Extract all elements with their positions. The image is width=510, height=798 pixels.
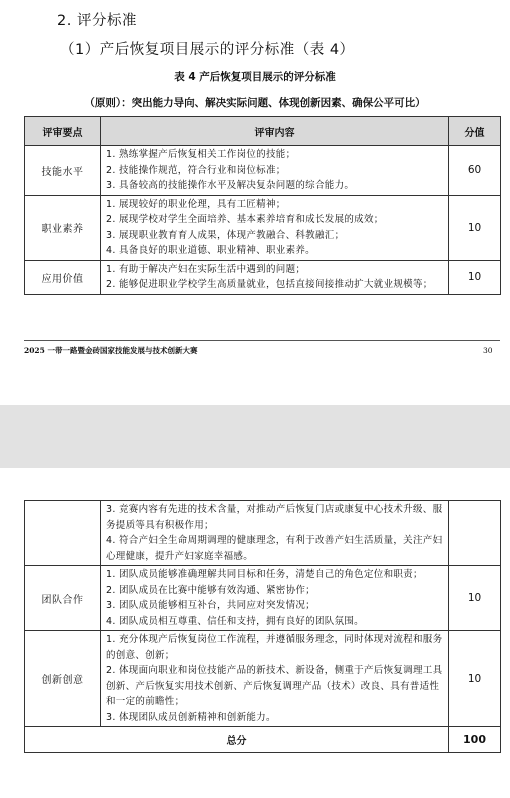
criteria-cell bbox=[25, 501, 101, 566]
content-line: 4. 符合产妇全生命周期调理的健康理念，有利于改善产妇生活质量，关注产妇心理健康，提升产妇家庭幸福感。 bbox=[106, 535, 443, 562]
document-page-2 bbox=[0, 468, 510, 798]
criteria-cell: 创新创意 bbox=[25, 631, 101, 727]
criteria-cell: 应用价值 bbox=[25, 260, 101, 294]
header-score: 分值 bbox=[449, 117, 501, 146]
table-row bbox=[25, 146, 501, 196]
content-line: 3. 竞赛内容有先进的技术含量，对推动产后恢复门店或康复中心技术升级、服务提质等具有积极作用； bbox=[106, 504, 443, 531]
table-principle: （原则）：突出能力导向、解决实际问题、体现创新因素、确保公平可比） bbox=[84, 97, 426, 109]
total-score: 100 bbox=[449, 727, 501, 753]
content-line: 3. 体现团队成员创新精神和创新能力。 bbox=[106, 711, 276, 723]
footer-competition-name: 2025 一带一路暨金砖国家技能发展与技术创新大赛 bbox=[24, 346, 198, 355]
content-line: 1. 充分体现产后恢复岗位工作流程，并遵循服务理念，同时体现对流程和服务的创意、创新； bbox=[106, 634, 443, 661]
content-line: 2. 体现面向职业和岗位技能产品的新技术、新设备，侧重于产后恢复调理工具创新、产后恢复实用技术创新、产后恢复调理产品（技术）改良、具有普适性和一定的前瞻性； bbox=[106, 665, 443, 707]
scoring-table-part-1 bbox=[24, 116, 501, 295]
page-separator bbox=[0, 405, 510, 468]
scoring-table-part-2 bbox=[24, 500, 501, 753]
content-line: 2. 能够促进职业学校学生高质量就业，包括直接间接推动扩大就业规模等； bbox=[106, 279, 433, 290]
footer-page-number: 30 bbox=[483, 346, 493, 355]
content-cell bbox=[101, 501, 449, 566]
table-header-row bbox=[25, 117, 501, 146]
content-cell bbox=[101, 260, 449, 294]
total-label: 总分 bbox=[25, 727, 449, 753]
table-row bbox=[25, 566, 501, 631]
score-cell: 10 bbox=[449, 566, 501, 631]
content-cell bbox=[101, 631, 449, 727]
table-row bbox=[25, 501, 501, 566]
content-line: 2. 技能操作规范，符合行业和岗位标准； bbox=[106, 164, 286, 176]
content-line: 4. 团队成员相互尊重、信任和支持，拥有良好的团队氛围。 bbox=[106, 615, 364, 627]
content-line: 3. 团队成员能够相互补台，共同应对突发情况； bbox=[106, 600, 315, 611]
table-row bbox=[25, 260, 501, 294]
footer-divider bbox=[24, 340, 500, 341]
content-cell bbox=[101, 146, 449, 196]
score-cell: 10 bbox=[449, 631, 501, 727]
subsection-heading: （1）产后恢复项目展示的评分标准（表 4） bbox=[60, 42, 355, 58]
content-line: 2. 展现学校对学生全面培养、基本素养培育和成长发展的成效； bbox=[106, 214, 384, 225]
content-line: 2. 团队成员在比赛中能够有效沟通、紧密协作； bbox=[106, 584, 315, 596]
score-cell: 60 bbox=[449, 146, 501, 196]
content-line: 3. 具备较高的技能操作水平及解决复杂问题的综合能力。 bbox=[106, 180, 355, 191]
content-cell bbox=[101, 195, 449, 260]
score-cell: 10 bbox=[449, 195, 501, 260]
criteria-cell: 团队合作 bbox=[25, 566, 101, 631]
content-cell bbox=[101, 566, 449, 631]
criteria-cell: 职业素养 bbox=[25, 195, 101, 260]
header-criteria: 评审要点 bbox=[25, 117, 101, 146]
header-content: 评审内容 bbox=[101, 117, 449, 146]
content-line: 4. 具备良好的职业道德、职业精神、职业素养。 bbox=[106, 245, 315, 256]
table-row bbox=[25, 195, 501, 260]
content-line: 3. 展现职业教育育人成果，体现产教融合、科教融汇； bbox=[106, 229, 345, 241]
score-cell bbox=[449, 501, 501, 566]
section-heading: 2. 评分标准 bbox=[57, 13, 137, 29]
table-title: 表 4 产后恢复项目展示的评分标准 bbox=[174, 71, 336, 83]
total-row bbox=[25, 727, 501, 753]
content-line: 1. 团队成员能够准确理解共同目标和任务，清楚自己的角色定位和职责； bbox=[106, 569, 423, 580]
criteria-cell: 技能水平 bbox=[25, 146, 101, 196]
content-line: 1. 熟练掌握产后恢复相关工作岗位的技能； bbox=[106, 149, 296, 160]
score-cell: 10 bbox=[449, 260, 501, 294]
table-row bbox=[25, 631, 501, 727]
content-line: 1. 展现较好的职业伦理，具有工匠精神； bbox=[106, 198, 286, 210]
content-line: 1. 有助于解决产妇在实际生活中遇到的问题； bbox=[106, 263, 306, 275]
